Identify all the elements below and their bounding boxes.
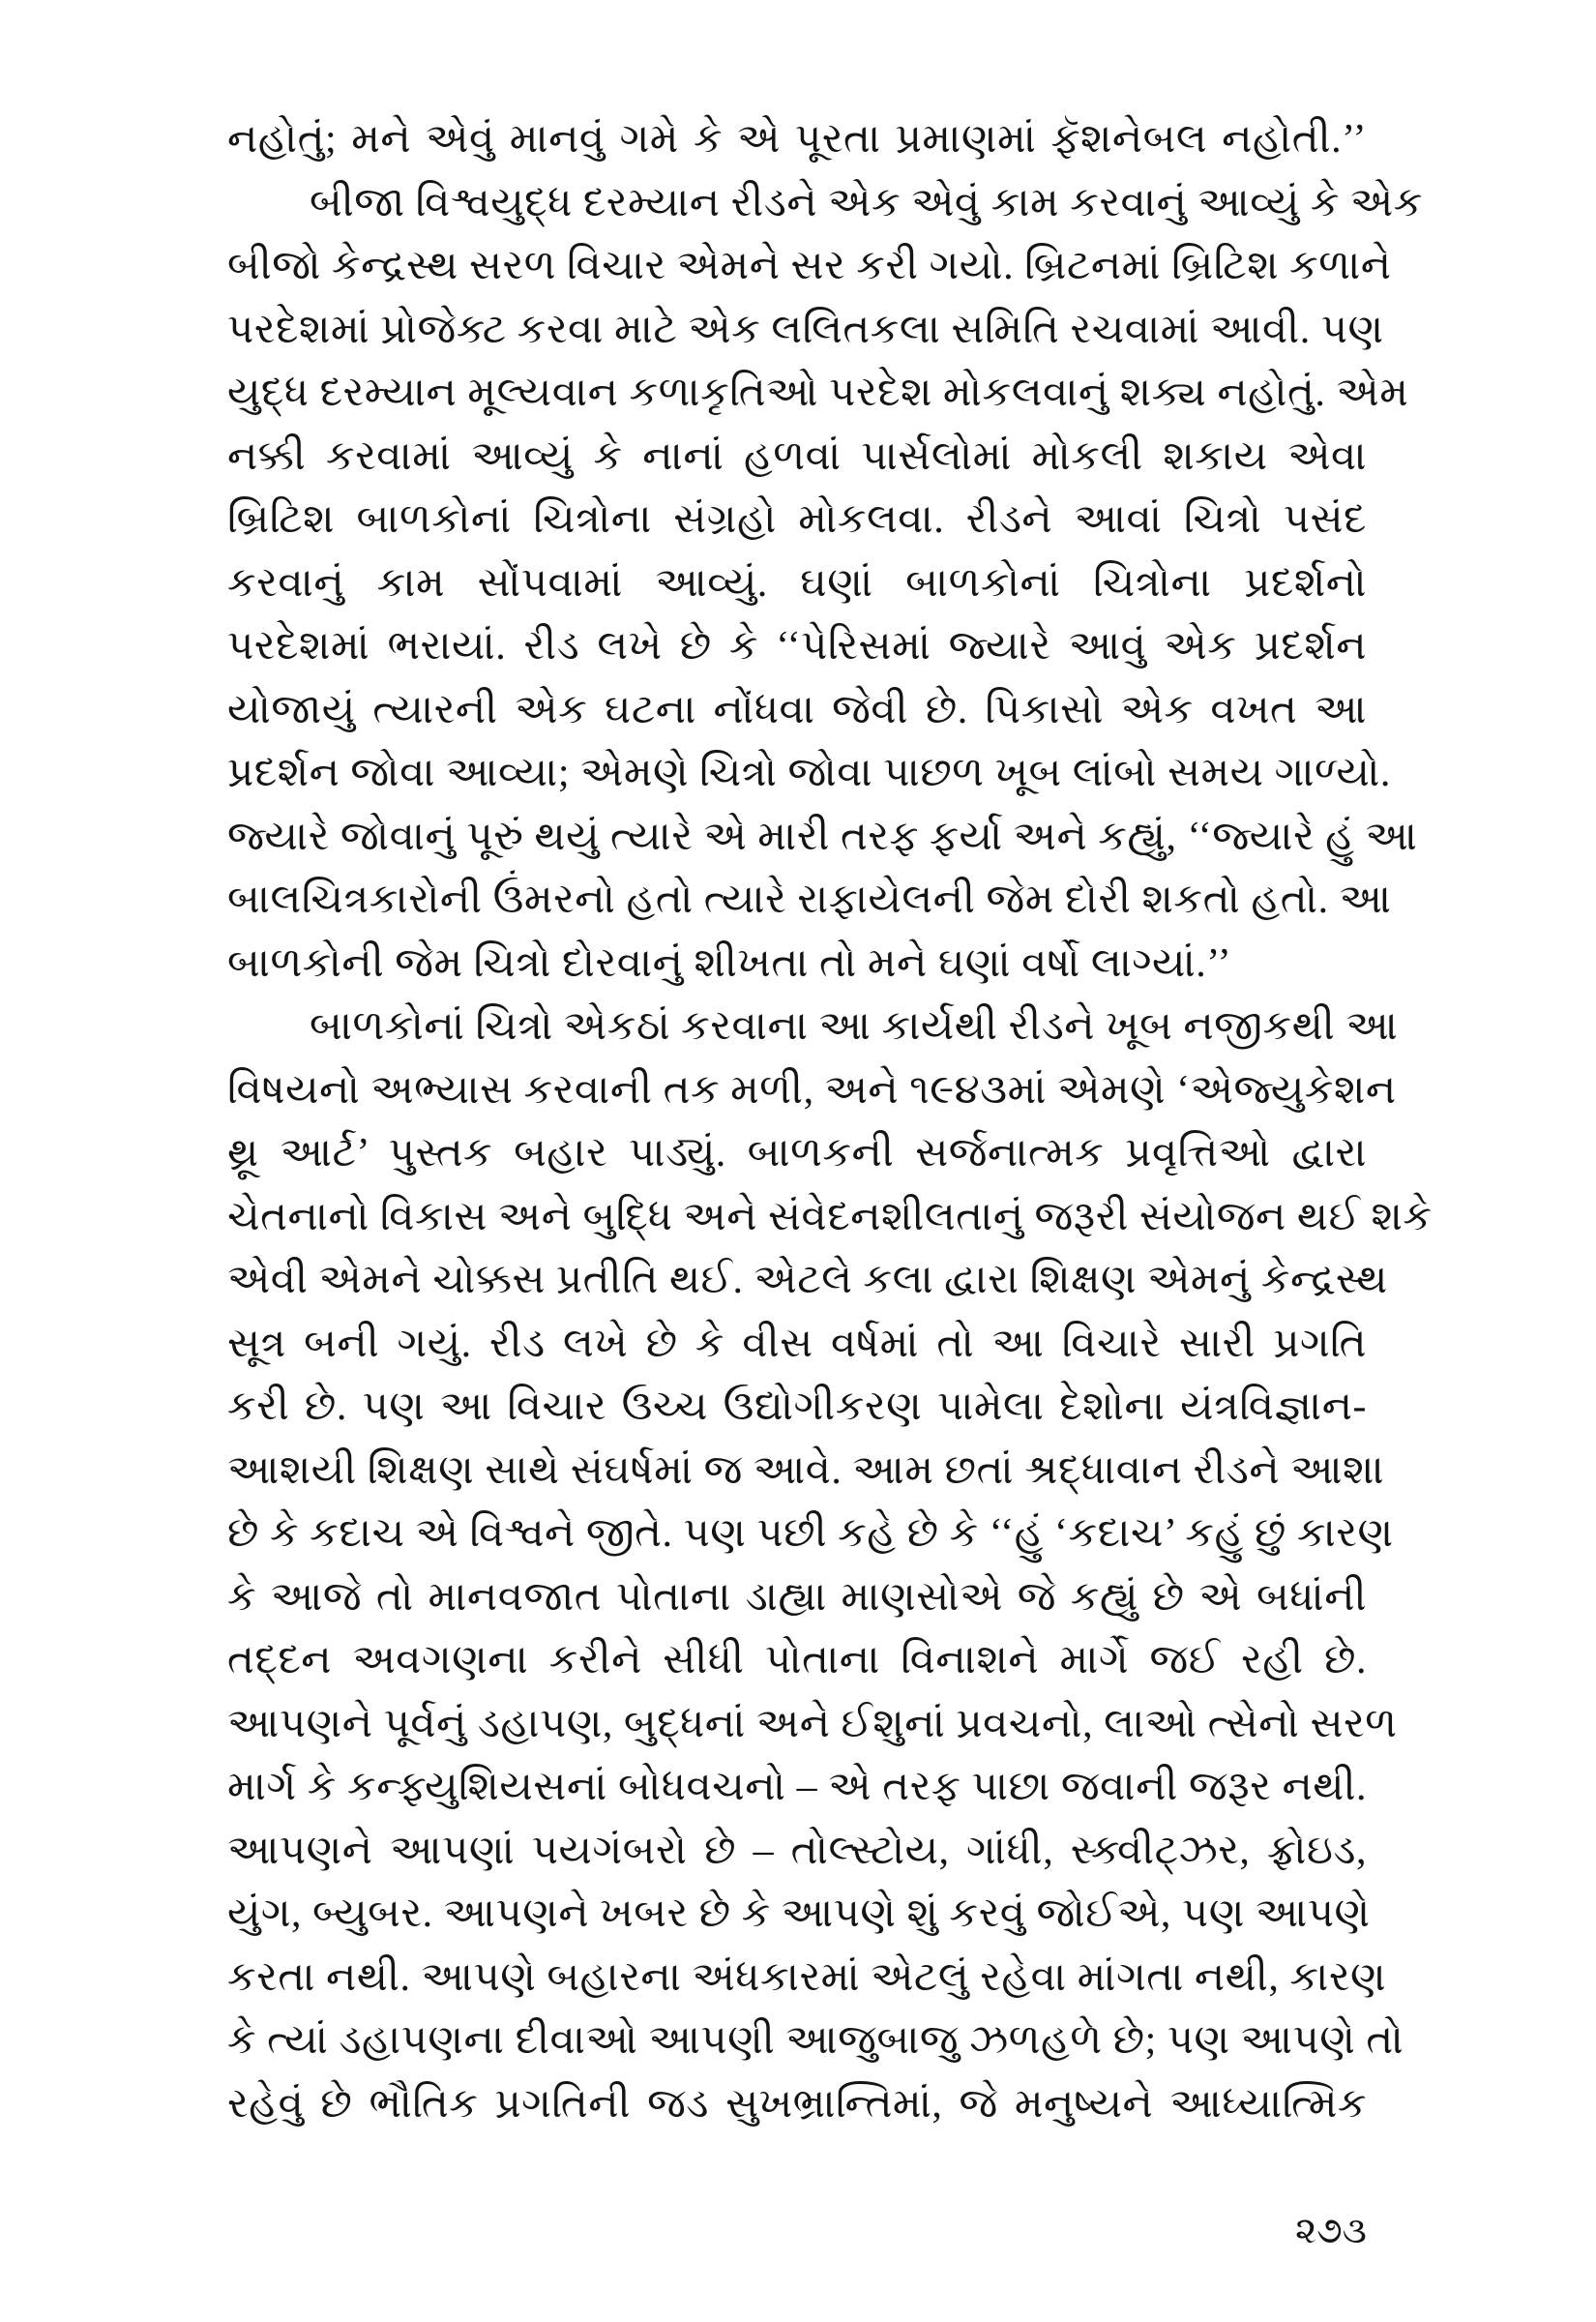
text-line: યોજાયું ત્યારની એક ઘટના નોંધવા જેવી છે. પિકાસો એક વખત આ [227,687,1367,732]
text-line: બ્રિટિશ બાળકોનાં ચિત્રોના સંગ્રહો મોકલવા. રીડને આવાં ચિત્રો પસંદ [227,497,1367,542]
text-line: આશયી શિક્ષણ સાથે સંઘર્ષમાં જ આવે. આમ છતાં શ્રદ્ધાવાન રીડને આશા [227,1447,1385,1493]
text-line: પ્રદર્શન જોવા આવ્યા; એમણે ચિત્રો જોવા પાછળ ખૂબ લાંબો સમય ગાળ્યો. [227,751,1391,795]
text-line: યુદ્ધ દરમ્યાન મૂલ્યવાન કળાકૃતિઓ પરદેશ મોકલવાનું શક્ય નહોતું. એમ [227,371,1409,415]
text-line: કે ત્યાં ડહાપણના દીવાઓ આપણી આજુબાજુ ઝળહળે છે; પણ આપણે તો [227,2018,1404,2063]
text-line: બાળકોની જેમ ચિત્રો દોરવાનું શીખતા તો મને ઘણાં વર્ષો લાગ્યાં.’’ [227,940,1232,986]
text-line: થ્રૂ આર્ટ’ પુસ્તક બહાર પાડ્યું. બાળકની સર્જનાત્મક પ્રવૃત્તિઓ દ્વારા [227,1131,1367,1176]
text-line: કરવાનું કામ સોંપવામાં આવ્યું. ઘણાં બાળકોનાં ચિત્રોના પ્રદર્શનો [227,560,1367,606]
text-line: નક્કી કરવામાં આવ્યું કે નાનાં હળવાં પાર્સલોમાં મોકલી શકાય એવા [227,433,1367,479]
text-line: બીજો કેન્દ્રસ્થ સરળ વિચાર એમને સર કરી ગયો. બ્રિટનમાં બ્રિટિશ કળાને [227,244,1392,288]
text-line: નહોતું; મને એવું માનવું ગમે કે એ પૂરતા પ્રમાણમાં ફૅશનેબલ નહોતી.’’ [227,117,1367,162]
text-line: છે કે કદાચ એ વિશ્વને જીતે. પણ પછી કહે છે કે ‘‘હું ‘કદાચ’ કહું છું કારણ [227,1511,1394,1556]
text-line: કરી છે. પણ આ વિચાર ઉચ્ચ ઉદ્યોગીકરણ પામેલા દેશોના યંત્રવિજ્ઞાન- [227,1384,1367,1429]
page-number: ૨૭૩ [1294,2211,1367,2251]
body-text [227,108,1433,2136]
text-line: યુંગ, બ્યુબર. આપણને ખબર છે કે આપણે શું કરવું જોઈએ, પણ આપણે [227,1891,1371,1936]
text-line: ચેતનાનો વિકાસ અને બુદ્ધિ અને સંવેદનશીલતાનું જરૂરી સંયોજન થઈ શકે [227,1194,1433,1239]
text-line: કે આજે તો માનવજાત પોતાના ડાહ્યા માણસોએ જે કહ્યું છે એ બધાંની [227,1574,1367,1620]
text-line: બીજા વિશ્વયુદ્ધ દરમ્યાન રીડને એક એવું કામ કરવાનું આવ્યું કે એક [310,180,1423,225]
text-line: પરદેશમાં ભરાયાં. રીડ લખે છે કે ‘‘પેરિસમાં જ્યારે આવું એક પ્રદર્શન [227,624,1367,669]
text-line: આપણને આપણાં પયગંબરો છે – તોલ્સ્ટોય, ગાંધી, સ્ક્વીટ્ઝર, ફ્રોઇડ, [227,1828,1367,1873]
text-line: રહેવું છે ભૌતિક પ્રગતિની જડ સુખભ્રાન્તિમાં, જે મનુષ્યને આધ્યાત્મિક [227,2081,1367,2127]
text-line: બાળકોનાં ચિત્રો એકઠાં કરવાના આ કાર્યથી રીડને ખૂબ નજીકથી આ [310,1004,1399,1049]
text-line: આપણને પૂર્વનું ડહાપણ, બુદ્ધનાં અને ઈશુનાં પ્રવચનો, લાઓ ત્સેનો સરળ [227,1701,1398,1746]
text-line: બાલચિત્રકારોની ઉંમરનો હતો ત્યારે રાફાયેલની જેમ દોરી શકતો હતો. આ [227,878,1392,922]
text-line: વિષયનો અભ્યાસ કરવાની તક મળી, અને ૧૯૪૩માં એમણે ‘એજ્યુકેશન [227,1067,1397,1113]
text-line: એવી એમને ચોક્કસ પ્રતીતિ થઈ. એટલે કલા દ્વારા શિક્ષણ એમનું કેન્દ્રસ્થ [227,1258,1388,1302]
text-line: તદ્દન અવગણના કરીને સીધી પોતાના વિનાશને માર્ગે જઈ રહી છે. [227,1638,1367,1682]
text-line: પરદેશમાં પ્રોજેક્ટ કરવા માટે એક લલિતકલા સમિતિ રચવામાં આવી. પણ [227,307,1384,352]
text-line: જ્યારે જોવાનું પૂરું થયું ત્યારે એ મારી તરફ ફર્યા અને કહ્યું, ‘‘જ્યારે હું આ [227,814,1418,859]
text-line: કરતા નથી. આપણે બહારના અંધકારમાં એટલું રહેવા માંગતા નથી, કારણ [227,1954,1387,2000]
text-line: સૂત્ર બની ગયું. રીડ લખે છે કે વીસ વર્ષમાં તો આ વિચારે સારી પ્રગતિ [227,1321,1367,1366]
text-line: માર્ગ કે કન્ફ્યુશિયસનાં બોધવચનો – એ તરફ પાછા જવાની જરૂર નથી. [227,1765,1367,1809]
